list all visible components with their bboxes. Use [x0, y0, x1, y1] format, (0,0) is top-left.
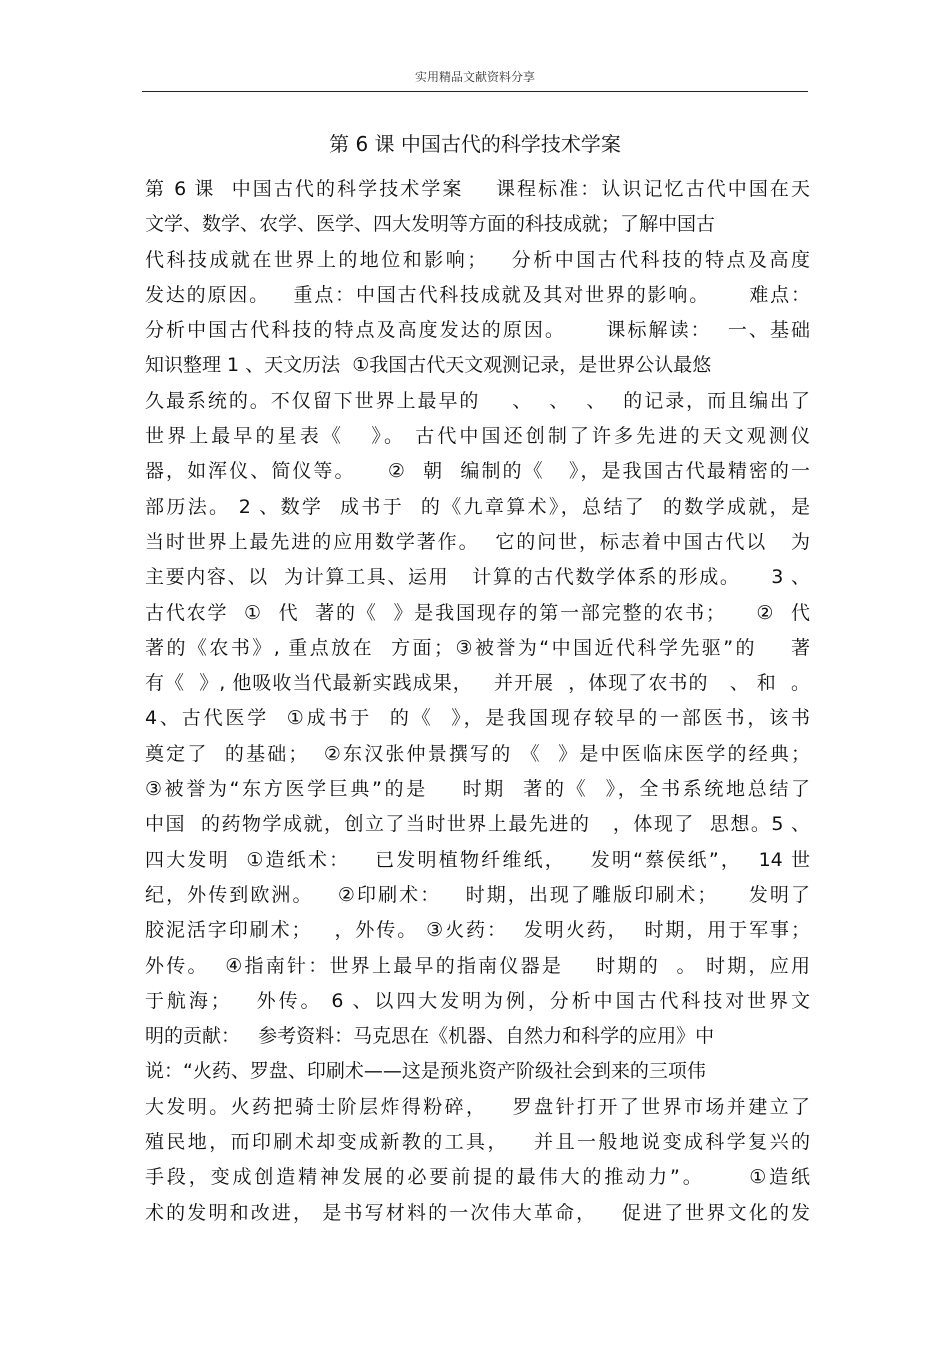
document-title: 第 6 课 中国古代的科学技术学案 [329, 132, 621, 156]
text-line: 文学、数学、农学、医学、四大发明等方面的科技成就；了解中国古 [145, 213, 716, 236]
text-line: 外传。 ④指南针：世界上最早的指南仪器是 时期的 。 时期，应用 [145, 954, 810, 977]
text-line: 主要内容、以 为计算工具、运用 计算的古代数学体系的形成。 3 、 [145, 566, 810, 589]
text-line: 纪，外传到欧洲。 ②印刷术： 时期，出现了雕版印刷术； 发明了 [145, 883, 810, 906]
text-line: 器，如浑仪、简仪等。 ② 朝 编制的《 》，是我国古代最精密的一 [145, 460, 810, 483]
text-line: 世界上最早的星表《 》。 古代中国还创制了许多先进的天文观测仪 [145, 425, 810, 448]
text-line: 殖民地，而印刷术却变成新教的工具， 并且一般地说变成科学复兴的 [145, 1131, 810, 1154]
text-line: 于航海； 外传。 6 、以四大发明为例，分析中国古代科技对世界文 [145, 989, 810, 1012]
text-line: 第 6 课 中国古代的科学技术学案 课程标准：认识记忆古代中国在天 [145, 178, 810, 200]
text-line: 分析中国古代科技的特点及高度发达的原因。 课标解读： 一、基础 [145, 319, 810, 342]
text-line: 4、古代医学 ①成书于 的《 》，是我国现存较早的一部医书，该书 [145, 707, 810, 730]
text-line: 当时世界上最先进的应用数学著作。 它的问世，标志着中国古代以 为 [145, 530, 810, 553]
text-line: ③被誉为“东方医学巨典”的是 时期 著的《 》，全书系统地总结了 [145, 778, 810, 801]
text-line: 奠定了 的基础； ②东汉张仲景撰写的 《 》是中医临床医学的经典； [145, 742, 810, 765]
document-body [145, 172, 810, 1231]
text-line: 明的贡献： 参考资料：马克思在《机器、自然力和科学的应用》中 [145, 1025, 715, 1048]
text-line: 四大发明 ①造纸术： 已发明植物纤维纸， 发明“蔡侯纸”， 14 世 [145, 848, 810, 871]
text-line: 古代农学 ① 代 著的《 》是我国现存的第一部完整的农书； ② 代 [145, 601, 810, 624]
text-line: 手段，变成创造精神发展的必要前提的最伟大的推动力”。 ①造纸 [145, 1166, 810, 1189]
text-line: 大发明。火药把骑士阶层炸得粉碎， 罗盘针打开了世界市场并建立了 [145, 1095, 810, 1118]
text-line: 发达的原因。 重点：中国古代科技成就及其对世界的影响。 难点： [145, 283, 810, 306]
text-line: 著的《农书》, 重点放在 方面；③被誉为“中国近代科学先驱”的 著 [145, 636, 810, 659]
text-line: 中国 的药物学成就，创立了当时世界上最先进的 ，体现了 思想。5 、 [145, 813, 810, 836]
text-line: 代科技成就在世界上的地位和影响； 分析中国古代科技的特点及高度 [145, 248, 810, 271]
page-header: 实用精品文献资料分享 [414, 70, 535, 84]
text-line: 有《 》, 他吸收当代最新实践成果， 并开展 ，体现了农书的 、 和 。 [145, 672, 810, 695]
text-line: 部历法。 2 、数学 成书于 的《九章算术》，总结了 的数学成就，是 [145, 495, 810, 518]
header-rule [142, 91, 808, 92]
text-line: 术的发明和改进， 是书写材料的一次伟大革命， 促进了世界文化的发 [145, 1201, 810, 1224]
text-line: 说：“火药、罗盘、印刷术——这是预兆资产阶级社会到来的三项伟 [145, 1060, 706, 1083]
text-line: 久最系统的。不仅留下世界上最早的 、 、 、 的记录，而且编出了 [145, 389, 810, 412]
text-line: 胶泥活字印刷术； ，外传。 ③火药： 发明火药， 时期，用于军事； [145, 919, 810, 942]
text-line: 知识整理 1 、天文历法 ①我国古代天文观测记录，是世界公认最悠 [145, 354, 712, 377]
